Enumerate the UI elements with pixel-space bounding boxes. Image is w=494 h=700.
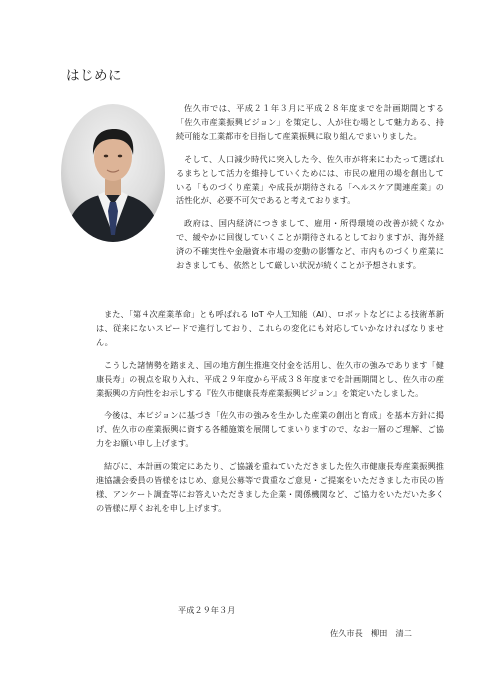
signature: 佐久市長 柳田 清二 <box>330 628 412 638</box>
paragraph: こうした諸情勢を踏まえ、国の地方創生推進交付金を活用し、佐久市の強みであります「健康長寿」の視点を取り入れ、平成２９年度から平成３８年度までを計画期間とし、佐久市の産業振興の方向性をお示しする『佐久市健康長寿産業振興ビジョン』を策定いたしました。 <box>96 359 444 398</box>
paragraph: そして、人口減少時代に突入した今、佐久市が将来にわたって選ばれるまちとして活力を維持していくためには、市民の雇用の場を創出している「ものづくり産業」や成長が期待される「ヘルスケア関連産業」の活性化が、必要不可欠であると考えております。 <box>176 153 444 206</box>
paragraph: 佐久市では、平成２１年３月に平成２８年度までを計画期間とする「佐久市産業振興ビジョン」を策定し、人が住む場として魅力ある、持続可能な工業都市を目指して産業振興に取り組んでまいりました。 <box>176 103 444 141</box>
mayor-portrait <box>60 103 166 243</box>
paragraph: 結びに、本計画の策定にあたり、ご協議を重ねていただきました佐久市健康長寿産業振興推進協議会委員の皆様をはじめ、意見公募等で貴重なご意見・ご提案をいただきました市民の皆様、アンケート調査等にお答えいただきました企業・関係機関など、ご協力をいただいた多くの皆様に厚くお礼を申し上げます。 <box>96 461 444 513</box>
date: 平成２９年３月 <box>178 605 236 615</box>
page-title: はじめに <box>66 68 122 84</box>
body-text <box>96 308 444 525</box>
paragraph: 政府は、国内経済につきまして、雇用・所得環境の改善が続くなかで、緩やかに回復していくことが期待されるとしておりますが、海外経済の不確実性や金融資本市場の変動の影響など、市内ものづくり産業におきましても、依然として厳しい状況が続くことが予想されます。 <box>176 218 444 271</box>
intro-text-column <box>176 102 444 282</box>
paragraph: また、「第４次産業革命」とも呼ばれる IoT や人工知能（AI）、ロボットなどによる技術革新は、従来にないスピードで進行しており、これらの変化にも対応していかなければなりません。 <box>96 309 444 347</box>
paragraph: 今後は、本ビジョンに基づき「佐久市の強みを生かした産業の創出と育成」を基本方針に掲げ、佐久市の産業振興に資する各種施策を展開してまいりますので、なお一層のご理解、ご協力をお願い申し上げます。 <box>96 410 444 449</box>
